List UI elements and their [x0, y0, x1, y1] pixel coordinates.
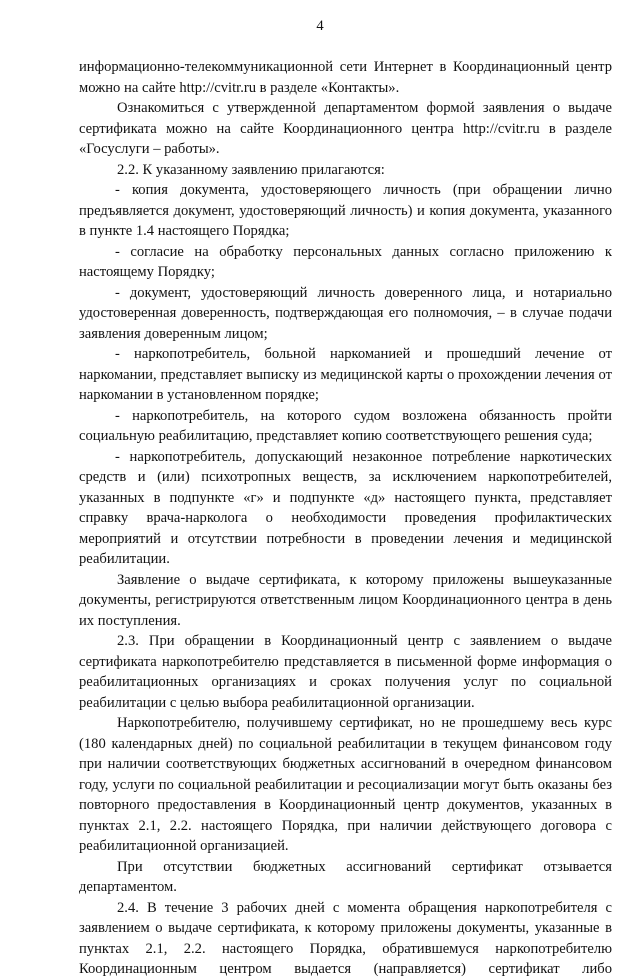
document-body — [79, 57, 612, 980]
clause-2-4: 2.4. В течение 3 рабочих дней с момента обращения наркопотребителя с заявлением о выдаче сертификата, к которому приложены документы, указанные в пунктах 2.1, 2.2. настоящего Порядка, обратившемуся наркопотребителю Координационным центром выдается (направляется) сертификат либо — [79, 899, 612, 977]
list-item-personal-data-consent: - согласие на обработку персональных данных согласно приложению к настоящему Порядку; — [79, 243, 612, 280]
paragraph-registration: Заявление о выдаче сертификата, к которому приложены вышеуказанные документы, регистрируются ответственным лицом Координационного центра в день их поступления. — [79, 571, 612, 629]
paragraph-continuation: информационно-телекоммуникационной сети Интернет в Координационный центр можно на сайте http://cvitr.ru в разделе «Контакты». — [79, 59, 612, 96]
paragraph-unfinished-course: Наркопотребителю, получившему сертификат, но не прошедшему весь курс (180 календарных дней) по социальной реабилитации в текущем финансовом году при наличии соответствующих бюджетных ассигнований в очередном финансовом году, услуги по социальной реабилитации и ресоциализации могут быть оказаны без повторного предоставления в Координационный центр документов, указанных в пунктах 2.1, 2.2. настоящего Порядка, при наличии действующего договора с реабилитационной организацией. — [79, 715, 612, 854]
paragraph-no-funding: При отсутствии бюджетных ассигнований сертификат отзывается департаментом. — [79, 858, 612, 895]
clause-2-3: 2.3. При обращении в Координационный центр с заявлением о выдаче сертификата наркопотребителю представляется в письменной форме информация о реабилитационных организациях и сроках получения услуг по социальной реабилитации с целью выбора реабилитационной организации. — [79, 633, 612, 711]
page-number: 4 — [316, 18, 324, 34]
list-item-narcologist-certificate: - наркопотребитель, допускающий незаконное потребление наркотических средств и (или) психотропных веществ, за исключением наркопотребителей, указанных в подпункте «г» и подпункте «д» настоящего пункта, представляет справку врача-нарколога о необходимости проведения профилактических мероприятий и отсутствии потребности в проведении лечения и медицинской реабилитации. — [79, 448, 612, 567]
clause-2-2-heading: 2.2. К указанному заявлению прилагаются: — [117, 161, 385, 178]
paragraph-form-link: Ознакомиться с утвержденной департаментом формой заявления о выдаче сертификата можно на сайте Координационного центра http://cvitr.ru в разделе «Госуслуги – работы». — [79, 100, 612, 157]
list-item-medical-extract: - наркопотребитель, больной наркоманией и прошедший лечение от наркомании, представляет выписку из медицинской карты о прохождении лечения от наркомании в установленном порядке; — [79, 346, 612, 403]
list-item-court-decision: - наркопотребитель, на которого судом возложена обязанность пройти социальную реабилитацию, представляет копию соответствующего решения суда; — [79, 407, 612, 444]
list-item-proxy-document: - документ, удостоверяющий личность доверенного лица, и нотариально удостоверенная доверенность, подтверждающая его полномочия, – в случае подачи заявления доверенным лицом; — [79, 284, 612, 342]
list-item-identity-copy: - копия документа, удостоверяющего личность (при обращении лично предъявляется документ, удостоверяющий личность) и копия документа, указанного в пункте 1.4 настоящего Порядка; — [79, 182, 612, 239]
